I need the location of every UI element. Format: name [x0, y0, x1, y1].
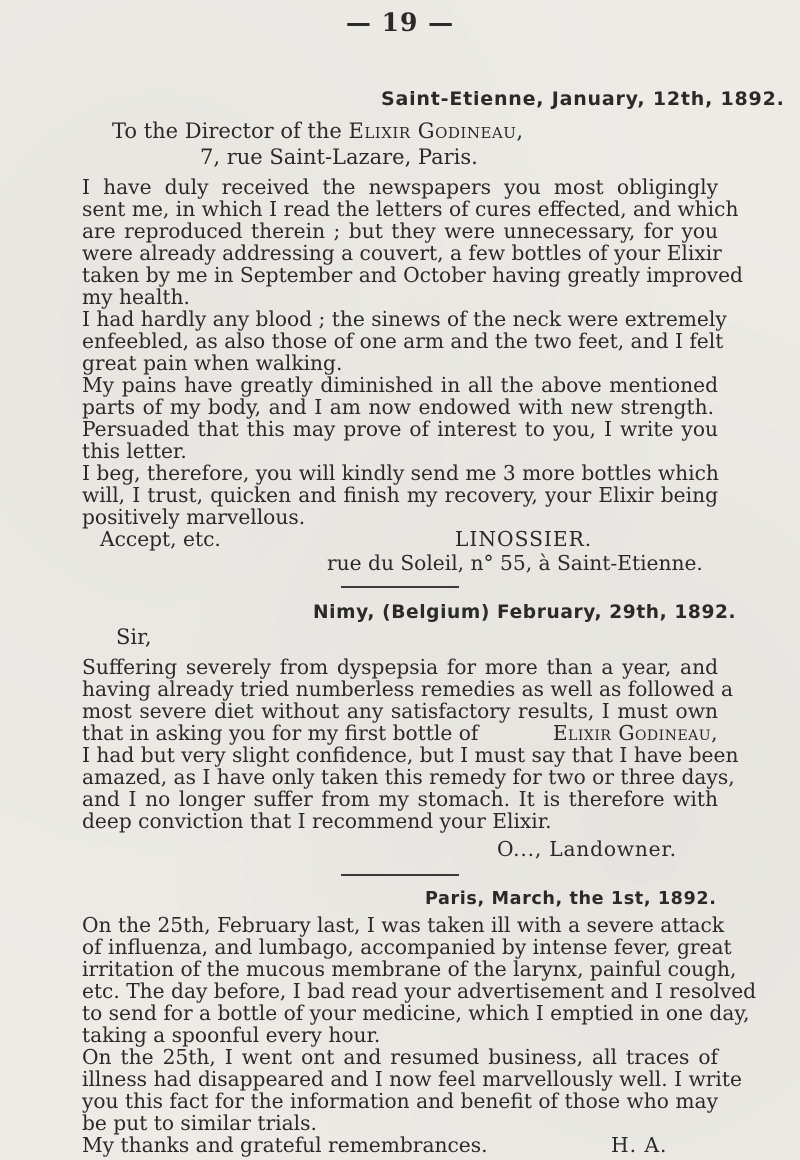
letter1-body-line: my health.	[82, 285, 190, 309]
letter1-body-line: I have duly received the newspapers you most obligingly	[82, 175, 718, 199]
letter2-body-line: having already tried numberless remedies as well as followed a	[82, 677, 734, 701]
letter1-body-line: taken by me in September and October having greatly improved	[82, 263, 743, 287]
letter2-body-line: deep conviction that I recommend your Elixir.	[82, 809, 552, 833]
letter3-body-line: On the 25th, February last, I was taken ill with a severe attack	[82, 913, 725, 937]
letter2-dateline: Nimy, (Belgium) February, 29th, 1892.	[313, 602, 737, 623]
letter3-body-line: to send for a bottle of your medicine, which I emptied in one day,	[82, 1001, 750, 1025]
letter1-address-prefix: To the Director of the	[112, 119, 342, 143]
letter1-body-line: enfeebled, as also those of one arm and the two feet, and I felt	[82, 329, 724, 353]
letter2-salutation: Sir,	[116, 625, 152, 649]
letter1-body-line: Persuaded that this may prove of interest to you, I write you	[82, 417, 718, 441]
letter1-signature-address: rue du Soleil, n° 55, à Saint-Etienne.	[327, 551, 703, 575]
letter1-address-brand: Elixir Godineau,	[348, 119, 524, 143]
letter3-body-line: taking a spoonful every hour.	[82, 1023, 381, 1047]
letter1-body-line: My pains have greatly diminished in all the above mentioned	[82, 373, 718, 397]
letter2-body-line: Suffering severely from dyspepsia for more than a year, and	[82, 655, 718, 679]
letter1-signature: LINOSSIER.	[455, 527, 593, 551]
letter2-body-line: I had but very slight confidence, but I must say that I have been	[82, 743, 739, 767]
letter2-body-line: and I no longer suffer from my stomach. It is therefore with	[82, 787, 718, 811]
letter3-body-line: of influenza, and lumbago, accompanied by intense fever, great	[82, 935, 732, 959]
letter1-body-line: great pain when walking.	[82, 351, 343, 375]
letter1-body-line: will, I trust, quicken and finish my recovery, your Elixir being	[82, 483, 718, 507]
letter3-body-line: etc. The day before, I bad read your advertisement and I resolved	[82, 979, 757, 1003]
letter1-dateline: Saint-Etienne, January, 12th, 1892.	[381, 88, 785, 110]
divider-rule	[341, 586, 459, 588]
letter3-body-line: On the 25th, I went ont and resumed business, all traces of	[82, 1045, 718, 1069]
letter3-body-line: be put to similar trials.	[82, 1111, 317, 1135]
letter2-body-line: most severe diet without any satisfactory results, I must own	[82, 699, 718, 723]
letter1-body-line: this letter.	[82, 439, 187, 463]
letter2-body-line4-brand: Elixir Godineau,	[552, 721, 718, 745]
letter3-body-line: you this fact for the information and benefit of those who may	[82, 1089, 718, 1113]
letter1-body-line: sent me, in which I read the letters of cures effected, and which	[82, 197, 739, 221]
letter1-body-line: positively marvellous.	[82, 505, 306, 529]
letter1-body-line: I had hardly any blood ; the sinews of the neck were extremely	[82, 307, 727, 331]
letter1-body-line: were already addressing a couvert, a few bottles of your Elixir	[82, 241, 722, 265]
letter3-dateline: Paris, March, the 1st, 1892.	[425, 889, 717, 909]
letter3-body-line: illness had disappeared and I now feel marvellously well. I write	[82, 1067, 742, 1091]
letter2-body-line4-prefix: that in asking you for my first bottle of	[82, 721, 479, 745]
letter1-body-line: are reproduced therein ; but they were unnecessary, for you	[82, 219, 718, 243]
letter2-body-line: amazed, as I have only taken this remedy for two or three days,	[82, 765, 735, 789]
letter1-address-line2: 7, rue Saint-Lazare, Paris.	[200, 145, 478, 169]
letter2-body-line	[82, 722, 718, 744]
letter3-signature: H. A.	[611, 1133, 668, 1157]
divider-rule	[341, 874, 459, 876]
letter1-body-line: parts of my body, and I am now endowed with new strength.	[82, 395, 714, 419]
page-number: — 19 —	[345, 8, 455, 37]
letter1-closing: Accept, etc.	[100, 527, 221, 551]
letter1-address	[112, 120, 524, 142]
letter1-body-line: I beg, therefore, you will kindly send me 3 more bottles which	[82, 461, 719, 485]
letter3-body-line: irritation of the mucous membrane of the larynx, painful cough,	[82, 957, 737, 981]
letter3-closing: My thanks and grateful remembrances.	[82, 1133, 488, 1157]
letter2-signature: O..., Landowner.	[497, 837, 677, 861]
